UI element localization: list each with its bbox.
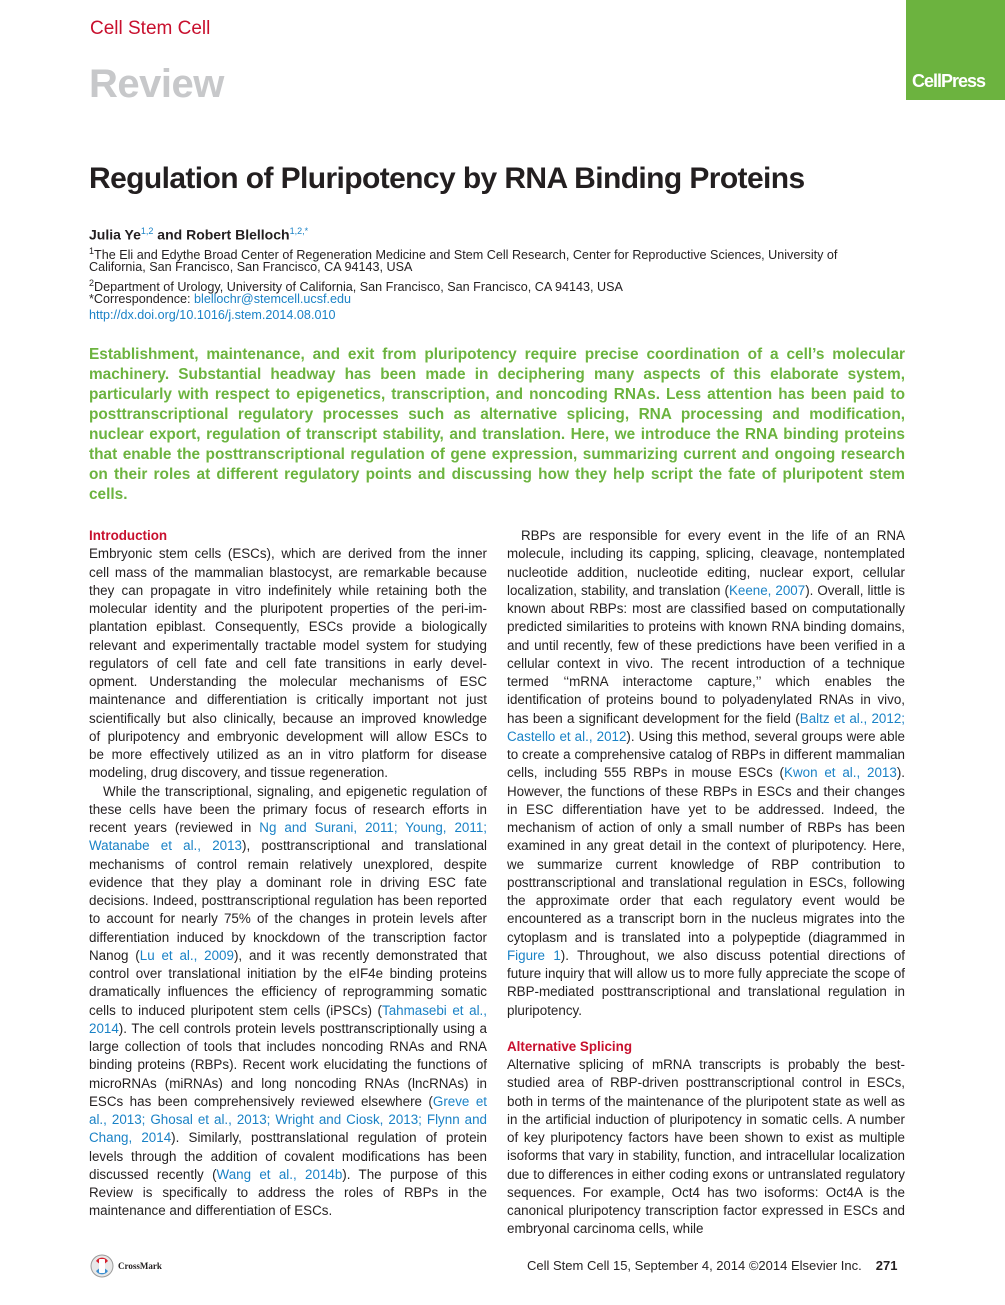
intro-paragraph-2	[89, 783, 487, 1221]
left-column	[89, 527, 487, 1221]
citation-link[interactable]: Baltz et al., 2012; Castello et al., 2012	[507, 710, 905, 744]
paragraph-line: relevant and experimentally tractable model system for studying	[89, 637, 487, 653]
citation-link[interactable]: Wang et al., 2014b	[216, 1166, 343, 1182]
abstract: Establishment, maintenance, and exit from pluripotency require precise coordination of a cell’s molecular machinery. Substantial headway has been made in deciphering many aspects of this elaborate system, particularly with respect to epigenetics, transcription, and noncoding RNAs. Less attention has been paid to posttranscriptional regulatory processes such as alternative splicing, RNA processing and modification, nuclear export, regulation of transcript stability, and translation. Here, we introduce the RNA binding proteins that enable the posttranscriptional regulation of gene expression, summarizing current and ongoing research on their roles at different regulatory points and discussing how they help script the fate of pluripotent stem cells.	[89, 346, 905, 503]
author-affiliation-marker[interactable]: 1,2	[140, 226, 154, 236]
intro-paragraph-1	[89, 545, 487, 782]
paragraph-text: ). However, the functions of these RBPs in ESCs and their changes in ESC differentiation have yet to be addressed. Indeed, the mechanism of action of only a small number of RBPs has been examined in any great detail in the context of pluripotency. Here, we summarize current knowledge of RBP contribution to posttranscriptional and translational regulation in ESCs, following the approximate order that each regulatory event would be encountered as a transcript born in the nucleus migrates into the cytoplasm and is translated into a polypeptide (diagrammed in	[507, 765, 905, 945]
paragraph-text: ). The cell controls protein levels posttranscriptionally using a large collection of tools that includes noncoding RNAs and RNA binding proteins (RBPs). Recent work elucidating the functions of microRNAs (miRNAs) and long noncoding RNAs (lncRNAs) in ESCs has been comprehensively reviewed elsewhere (	[89, 1020, 487, 1109]
affiliation-marker: 2	[89, 278, 95, 288]
affiliation-text: The Eli and Edythe Broad Center of Regeneration Medicine and Stem Cell Research, Center for Reproductive Sciences, University of	[94, 248, 838, 263]
paragraph-text: RBPs are responsible for every event in the life of an RNA molecule, including its capping, splicing, cleavage, nontemplated nucleotide addition, nucleotide editing, nuclear export, cellular localization, stability, and translation (	[507, 528, 905, 598]
right-column	[507, 527, 905, 1239]
paragraph-line: scientifically but also clinically, because an improved knowledge	[89, 710, 487, 726]
paragraph-line: modeling, drug discovery, and tissue regeneration.	[89, 765, 388, 781]
article-type-label: Review	[89, 62, 224, 106]
paragraph-text: ), and it was recently demonstrated that control over translational initiation by the eIF4e binding proteins dramatically influences the efficiency of reprogramming somatic cells to induced pluripotent stem cells (iPSCs) (	[89, 947, 488, 1018]
citation-link[interactable]: Lu et al., 2009	[139, 947, 234, 963]
page-footer	[527, 1258, 897, 1273]
paragraph-text: ). Throughout, we also discuss potential directions of future inquiry that will allow us to more fully appreciate the scope of RBP-mediated posttranscriptional and translational regulation in pluripotency.	[507, 947, 905, 1018]
author-affiliation-marker[interactable]: 1,2,*	[289, 226, 309, 236]
author-name: Robert Blelloch	[186, 226, 290, 243]
paragraph-line: plantation epiblast. Consequently, ESCs provide a biologically	[89, 619, 487, 635]
section-heading-alternative-splicing: Alternative Splicing	[507, 1038, 633, 1054]
section-heading-introduction: Introduction	[89, 528, 168, 543]
paragraph-text: ). The purpose of this Review is specifically to address the roles of RBPs in the maintenance and differentiation of ESCs.	[89, 1166, 487, 1219]
author-list	[89, 226, 308, 243]
affiliation-1-continued: California, San Francisco, San Francisco, CA 94143, USA	[89, 260, 413, 274]
citation-link[interactable]: Kwon et al., 2013	[784, 765, 897, 781]
paragraph-line: they can propagate in vitro indefinitely while retaining both the	[89, 582, 487, 598]
correspondence-email-link[interactable]: blellochr@stemcell.ucsf.edu	[194, 292, 351, 306]
paragraph-text: ), posttranscriptional and translational mechanisms of control remain relatively unexplored, despite evidence that they play a dominant role in driving ESC fate decisions. Indeed, posttranscriptional regulation has been reported to account for nearly 75% of the changes in protein levels after differentiation induced by knockdown of the transcription factor Nanog (	[89, 838, 487, 963]
author-name: Julia Ye	[89, 226, 141, 243]
rbp-paragraph	[507, 527, 905, 1020]
correspondence	[89, 292, 351, 307]
paragraph-line: cell mass of the mammalian blastocyst, are remarkable because	[89, 564, 487, 580]
affiliation-text: Department of Urology, University of California, San Francisco, San Francisco, CA 94143, USA	[94, 280, 623, 295]
journal-name: Cell Stem Cell	[90, 18, 211, 39]
paragraph-text: ). Using this method, several groups were able to create a comprehensive catalog of RBPs in different mammalian cells, including 555 RBPs in mouse ESCs (	[507, 728, 906, 781]
paragraph-spacer	[507, 1020, 905, 1038]
paragraph-line: Embryonic stem cells (ESCs), which are derived from the inner	[89, 546, 487, 562]
citation-link[interactable]: Ng and Surani, 2011; Young, 2011; Watanabe et al., 2013	[89, 820, 487, 854]
author-separator: and	[153, 226, 187, 243]
citation-link[interactable]: Greve et al., 2013; Ghosal et al., 2013; Wright and Ciosk, 2013; Flynn and Chang, 2014	[89, 1093, 487, 1146]
footer-citation: Cell Stem Cell 15, September 4, 2014 ©2014 Elsevier Inc.	[527, 1258, 862, 1273]
correspondence-label: *Correspondence:	[89, 292, 195, 306]
citation-link[interactable]: Keene, 2007	[728, 582, 806, 598]
paragraph-line: maintenance and differentiation is critically important not just	[89, 692, 487, 708]
paragraph-line: molecular identity and the pluripotent properties of the peri-im-	[89, 601, 487, 616]
figure-link[interactable]: Figure 1	[507, 947, 561, 963]
paragraph-line: of pluripotency and embryonic development will allow ESCs to	[89, 728, 487, 744]
paragraph-text: ). Similarly, posttranslational regulation of protein levels through the addition of covalent modifications has been discussed recently (	[89, 1130, 487, 1182]
publisher-logo[interactable]: CellPress	[912, 71, 986, 91]
paragraph-line: regulators of cell fate and cell fate transitions in early devel-	[89, 655, 487, 671]
article-title: Regulation of Pluripotency by RNA Binding Proteins	[89, 162, 805, 195]
affiliation-marker: 1	[89, 246, 95, 256]
crossmark-label[interactable]: CrossMark	[118, 1261, 162, 1271]
splicing-paragraph: Alternative splicing of mRNA transcripts is probably the best-studied area of RBP-driven posttranscriptional control in ESCs, both in terms of the maintenance of the pluripotent state as well as in the artificial induction of pluripotency in somatic cells. A number of key pluripotency factors have been shown to exist as multiple isoforms that vary in stability, function, and intracellular localization due to differences in either coding exons or untranslated regulatory sequences. For example, Oct4 has two isoforms: Oct4A is the canonical pluripotency transcription factor expressed in ESCs and embryonal carcinoma cells, while	[507, 1057, 905, 1237]
paragraph-text: While the transcriptional, signaling, and epigenetic regulation of these cells have been the primary focus of research efforts in recent years (reviewed in	[89, 783, 487, 835]
crossmark-icon[interactable]	[90, 1254, 114, 1278]
citation-link[interactable]: Tahmasebi et al., 2014	[89, 1002, 487, 1036]
paragraph-line: be more effectively utilized as an in vitro platform for disease	[89, 747, 487, 762]
page-number: 271	[875, 1258, 898, 1273]
paragraph-line: opment. Understanding the molecular mechanisms of ESC	[89, 674, 487, 689]
doi-link[interactable]: http://dx.doi.org/10.1016/j.stem.2014.08.010	[89, 308, 336, 322]
paragraph-text: ). Overall, little is known about RBPs: most are classified based on computationally predicted similarities to proteins with known RNA binding domains, and until recently, few of these predictions have been verified in a cellular context in vivo. The recent introduction of a technique termed ‘‘mRNA interactome capture,’’ which enables the identification of proteins bound to polyadenylated RNAs in vivo, has been a significant development for the field (	[507, 582, 905, 726]
